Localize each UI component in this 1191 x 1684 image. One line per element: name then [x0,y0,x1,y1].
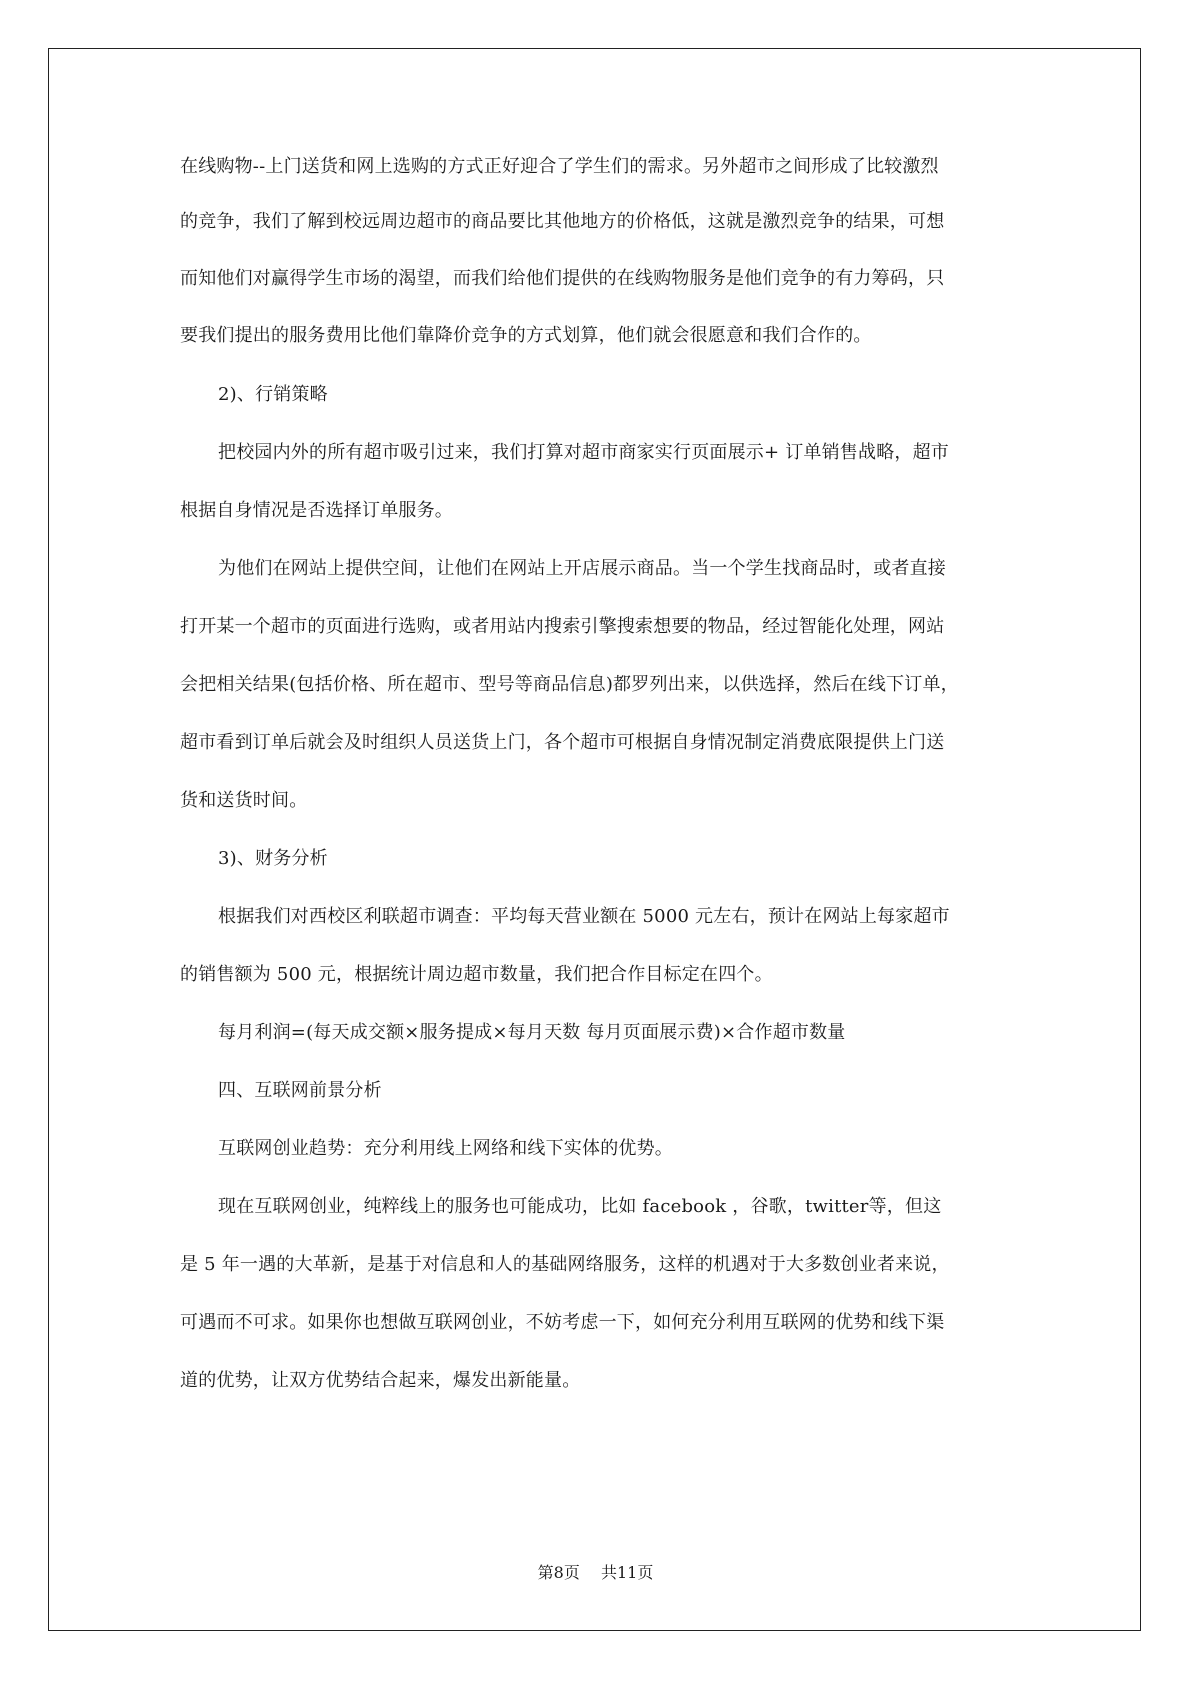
text-line: 根据我们对西校区利联超市调查：平均每天营业额在 5000 元左右，预计在网站上每家超市 [218,906,950,927]
text-line: 是 5 年一遇的大革新，是基于对信息和人的基础网络服务，这样的机遇对于大多数创业者来说， [180,1254,950,1275]
section-heading: 四、互联网前景分析 [218,1080,382,1101]
text-line: 而知他们对赢得学生市场的渴望，而我们给他们提供的在线购物服务是他们竞争的有力筹码，只 [180,268,945,289]
page-footer [0,1563,1191,1583]
text-line: 货和送货时间。 [180,790,308,811]
text-line: 把校园内外的所有超市吸引过来，我们打算对超市商家实行页面展示+ 订单销售战略，超市 [218,442,949,463]
text-line: 要我们提出的服务费用比他们靠降价竞争的方式划算，他们就会很愿意和我们合作的。 [180,325,872,346]
text-line: 的销售额为 500 元，根据统计周边超市数量，我们把合作目标定在四个。 [180,964,773,985]
page-total: 共11页 [600,1563,654,1582]
formula-line: 每月利润=(每天成交额×服务提成×每月天数 每月页面展示费)×合作超市数量 [218,1022,846,1043]
text-line: 会把相关结果(包括价格、所在超市、型号等商品信息)都罗列出来，以供选择，然后在线下订单， [180,674,959,695]
text-line: 在线购物--上门送货和网上选购的方式正好迎合了学生们的需求。另外超市之间形成了比较激烈 [180,156,939,177]
section-heading: 2)、行销策略 [218,384,328,405]
page-number: 第8页 [537,1563,580,1582]
text-line: 的竞争，我们了解到校远周边超市的商品要比其他地方的价格低，这就是激烈竞争的结果，可想 [180,211,945,232]
text-line: 超市看到订单后就会及时组织人员送货上门，各个超市可根据自身情况制定消费底限提供上门送 [180,732,945,753]
text-line: 互联网创业趋势：充分利用线上网络和线下实体的优势。 [218,1138,673,1159]
text-line: 为他们在网站上提供空间，让他们在网站上开店展示商品。当一个学生找商品时，或者直接 [218,558,946,579]
text-line: 现在互联网创业，纯粹线上的服务也可能成功，比如 facebook ，谷歌，twitter等，但这 [218,1196,942,1217]
section-heading: 3)、财务分析 [218,848,328,869]
text-line: 打开某一个超市的页面进行选购，或者用站内搜索引擎搜索想要的物品，经过智能化处理，网站 [180,616,945,637]
text-line: 根据自身情况是否选择订单服务。 [180,500,453,521]
text-line: 道的优势，让双方优势结合起来，爆发出新能量。 [180,1370,581,1391]
text-line: 可遇而不可求。如果你也想做互联网创业，不妨考虑一下，如何充分利用互联网的优势和线下渠 [180,1312,945,1333]
